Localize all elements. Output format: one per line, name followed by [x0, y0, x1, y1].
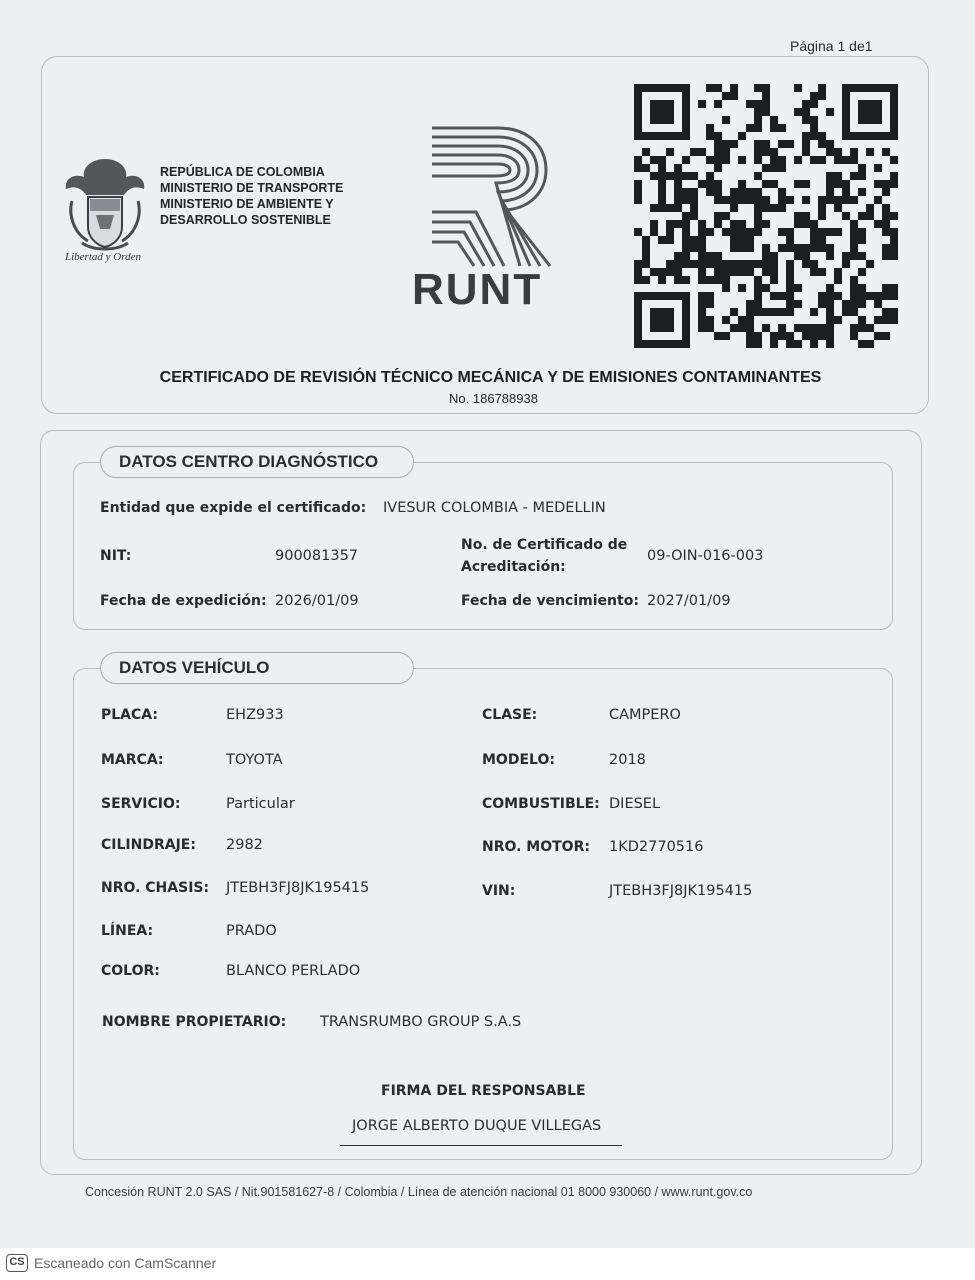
signature-line: [340, 1145, 622, 1146]
page-number: Página 1 de1: [790, 38, 873, 54]
placa-value: EHZ933: [226, 707, 284, 723]
certificate-title: CERTIFICADO DE REVISIÓN TÉCNICO MECÁNICA Y DE EMISIONES CONTAMINANTES: [159, 369, 822, 386]
owner-value: TRANSRUMBO GROUP S.A.S: [320, 1014, 522, 1030]
accreditation-value: 09-OIN-016-003: [647, 548, 764, 564]
linea-label: LÍNEA:: [101, 923, 154, 939]
entity-value: IVESUR COLOMBIA - MEDELLIN: [383, 500, 606, 516]
placa-label: PLACA:: [101, 707, 158, 723]
certificate-number: No. 186788938: [449, 391, 538, 406]
vehicle-title: DATOS VEHÍCULO: [100, 652, 414, 684]
cilindraje-value: 2982: [226, 837, 263, 853]
scanner-text: Escaneado con CamScanner: [34, 1255, 217, 1271]
ministry-line: REPÚBLICA DE COLOMBIA: [160, 165, 325, 179]
linea-value: PRADO: [226, 923, 277, 939]
nit-label: NIT:: [100, 548, 132, 564]
modelo-label: MODELO:: [482, 752, 555, 768]
shield-motto: Libertad y Orden: [65, 251, 141, 263]
marca-value: TOYOTA: [226, 752, 283, 768]
combustible-label: COMBUSTIBLE:: [482, 796, 600, 812]
servicio-label: SERVICIO:: [101, 796, 181, 812]
entity-label: Entidad que expide el certificado:: [100, 500, 367, 516]
accreditation-label-line1: No. de Certificado de: [461, 537, 628, 553]
clase-label: CLASE:: [482, 707, 538, 723]
issue-date-value: 2026/01/09: [275, 593, 359, 609]
chasis-value: JTEBH3FJ8JK195415: [226, 880, 370, 896]
color-label: COLOR:: [101, 963, 160, 979]
expiry-date-value: 2027/01/09: [647, 593, 731, 609]
motor-label: NRO. MOTOR:: [482, 839, 590, 855]
signature-name: JORGE ALBERTO DUQUE VILLEGAS: [352, 1118, 602, 1134]
runt-wordmark: RUNT: [412, 265, 543, 314]
ministry-line: MINISTERIO DE AMBIENTE Y: [160, 197, 334, 211]
qr-code-icon: [634, 84, 898, 348]
servicio-value: Particular: [226, 796, 295, 812]
ministry-block: [160, 164, 343, 228]
runt-logo-icon: [420, 120, 560, 270]
diagnostic-center-title: DATOS CENTRO DIAGNÓSTICO: [100, 446, 414, 478]
issue-date-label: Fecha de expedición:: [100, 593, 267, 609]
chasis-label: NRO. CHASIS:: [101, 880, 210, 896]
ministry-line: DESARROLLO SOSTENIBLE: [160, 213, 331, 227]
camscanner-icon: CS: [6, 1254, 28, 1272]
cilindraje-label: CILINDRAJE:: [101, 837, 196, 853]
accreditation-label-line2: Acreditación:: [461, 559, 566, 575]
clase-value: CAMPERO: [609, 707, 681, 723]
signature-label: FIRMA DEL RESPONSABLE: [381, 1083, 586, 1099]
vin-value: JTEBH3FJ8JK195415: [609, 883, 753, 899]
coat-of-arms-icon: [60, 155, 150, 265]
footer: Concesión RUNT 2.0 SAS / Nit.901581627-8 / Colombia / Línea de atención nacional 01 8000 930060 / www.runt.gov.co: [85, 1185, 753, 1199]
color-value: BLANCO PERLADO: [226, 963, 361, 979]
owner-label: NOMBRE PROPIETARIO:: [102, 1014, 287, 1030]
nit-value: 900081357: [275, 548, 359, 564]
motor-value: 1KD2770516: [609, 839, 704, 855]
accreditation-label: [461, 534, 627, 578]
modelo-value: 2018: [609, 752, 646, 768]
combustible-value: DIESEL: [609, 796, 661, 812]
marca-label: MARCA:: [101, 752, 164, 768]
vin-label: VIN:: [482, 883, 516, 899]
ministry-line: MINISTERIO DE TRANSPORTE: [160, 181, 344, 195]
expiry-date-label: Fecha de vencimiento:: [461, 593, 639, 609]
